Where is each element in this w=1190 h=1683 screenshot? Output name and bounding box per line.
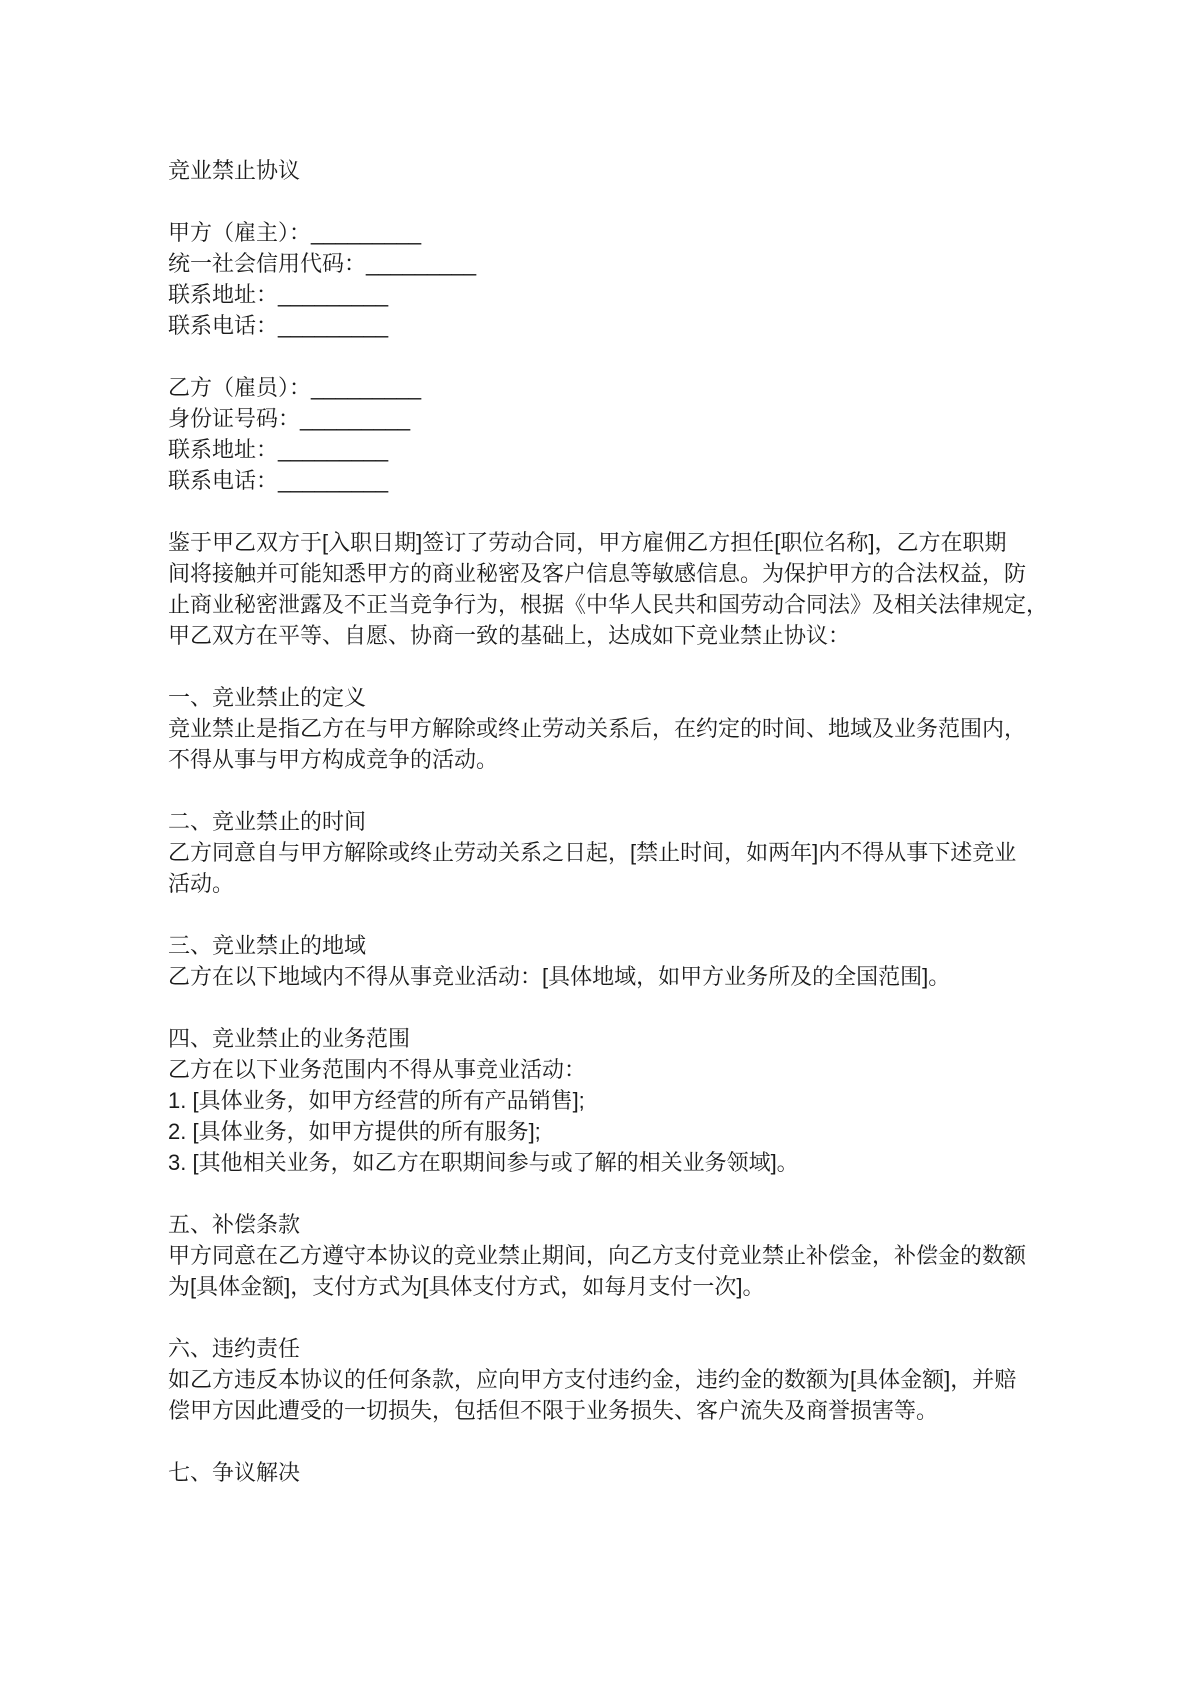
party-a-address-field: 联系地址：_________ [168, 282, 389, 307]
party-b-id-number-field: 身份证号码：_________ [168, 406, 411, 431]
section-heading: 二、竞业禁止的时间 [168, 809, 367, 834]
preamble-paragraph [168, 527, 1049, 651]
preamble-line: 鉴于甲乙双方于[入职日期]签订了劳动合同，甲方雇佣乙方担任[职位名称]，乙方在职期 [168, 530, 1007, 555]
section-line: 乙方在以下地域内不得从事竞业活动：[具体地域，如甲方业务所及的全国范围]。 [168, 964, 951, 989]
party-a-credit-code-field: 统一社会信用代码：_________ [168, 251, 477, 276]
party-b-phone-field: 联系电话：_________ [168, 468, 389, 493]
section-heading: 五、补偿条款 [168, 1212, 301, 1237]
party-b-info [168, 372, 1030, 496]
section-compensation [168, 1209, 1030, 1302]
section-line: 甲方同意在乙方遵守本协议的竞业禁止期间，向乙方支付竞业禁止补偿金，补偿金的数额 [168, 1243, 1027, 1268]
section-heading: 三、竞业禁止的地域 [168, 933, 367, 958]
list-item: 2. [具体业务，如甲方提供的所有服务]; [168, 1119, 541, 1144]
section-line: 偿甲方因此遭受的一切损失，包括但不限于业务损失、客户流失及商誉损害等。 [168, 1398, 939, 1423]
section-line: 如乙方违反本协议的任何条款，应向甲方支付违约金，违约金的数额为[具体金额]，并赔 [168, 1367, 1017, 1392]
section-heading: 四、竞业禁止的业务范围 [168, 1026, 411, 1051]
section-business-scope [168, 1023, 1030, 1178]
party-a-name-field: 甲方（雇主）：_________ [168, 220, 422, 245]
section-heading: 七、争议解决 [168, 1460, 301, 1485]
section-dispute-resolution [168, 1457, 1030, 1488]
party-b-address-field: 联系地址：_________ [168, 437, 389, 462]
section-line: 乙方同意自与甲方解除或终止劳动关系之日起，[禁止时间，如两年]内不得从事下述竞业 [168, 840, 1017, 865]
section-line: 活动。 [168, 871, 235, 896]
section-line: 竞业禁止是指乙方在与甲方解除或终止劳动关系后，在约定的时间、地域及业务范围内， [168, 716, 1027, 741]
section-heading: 一、竞业禁止的定义 [168, 685, 367, 710]
party-a-phone-field: 联系电话：_________ [168, 313, 389, 338]
section-time [168, 806, 1030, 899]
document-title: 竞业禁止协议 [168, 158, 301, 183]
preamble-line: 止商业秘密泄露及不正当竞争行为，根据《中华人民共和国劳动合同法》及相关法律规定， [168, 592, 1049, 617]
preamble-line: 甲乙双方在平等、自愿、协商一致的基础上，达成如下竞业禁止协议： [168, 623, 851, 648]
section-line: 不得从事与甲方构成竞争的活动。 [168, 747, 499, 772]
party-b-name-field: 乙方（雇员）：_________ [168, 375, 422, 400]
section-breach-liability [168, 1333, 1030, 1426]
list-item: 1. [具体业务，如甲方经营的所有产品销售]; [168, 1088, 585, 1113]
section-definition [168, 682, 1030, 775]
section-heading: 六、违约责任 [168, 1336, 301, 1361]
section-line: 乙方在以下业务范围内不得从事竞业活动： [168, 1057, 587, 1082]
party-a-info [168, 217, 1030, 341]
document-title-block [168, 155, 1030, 186]
section-region [168, 930, 1030, 992]
list-item: 3. [其他相关业务，如乙方在职期间参与或了解的相关业务领域]。 [168, 1150, 799, 1175]
preamble-line: 间将接触并可能知悉甲方的商业秘密及客户信息等敏感信息。为保护甲方的合法权益，防 [168, 561, 1027, 586]
section-line: 为[具体金额]，支付方式为[具体支付方式，如每月支付一次]。 [168, 1274, 765, 1299]
